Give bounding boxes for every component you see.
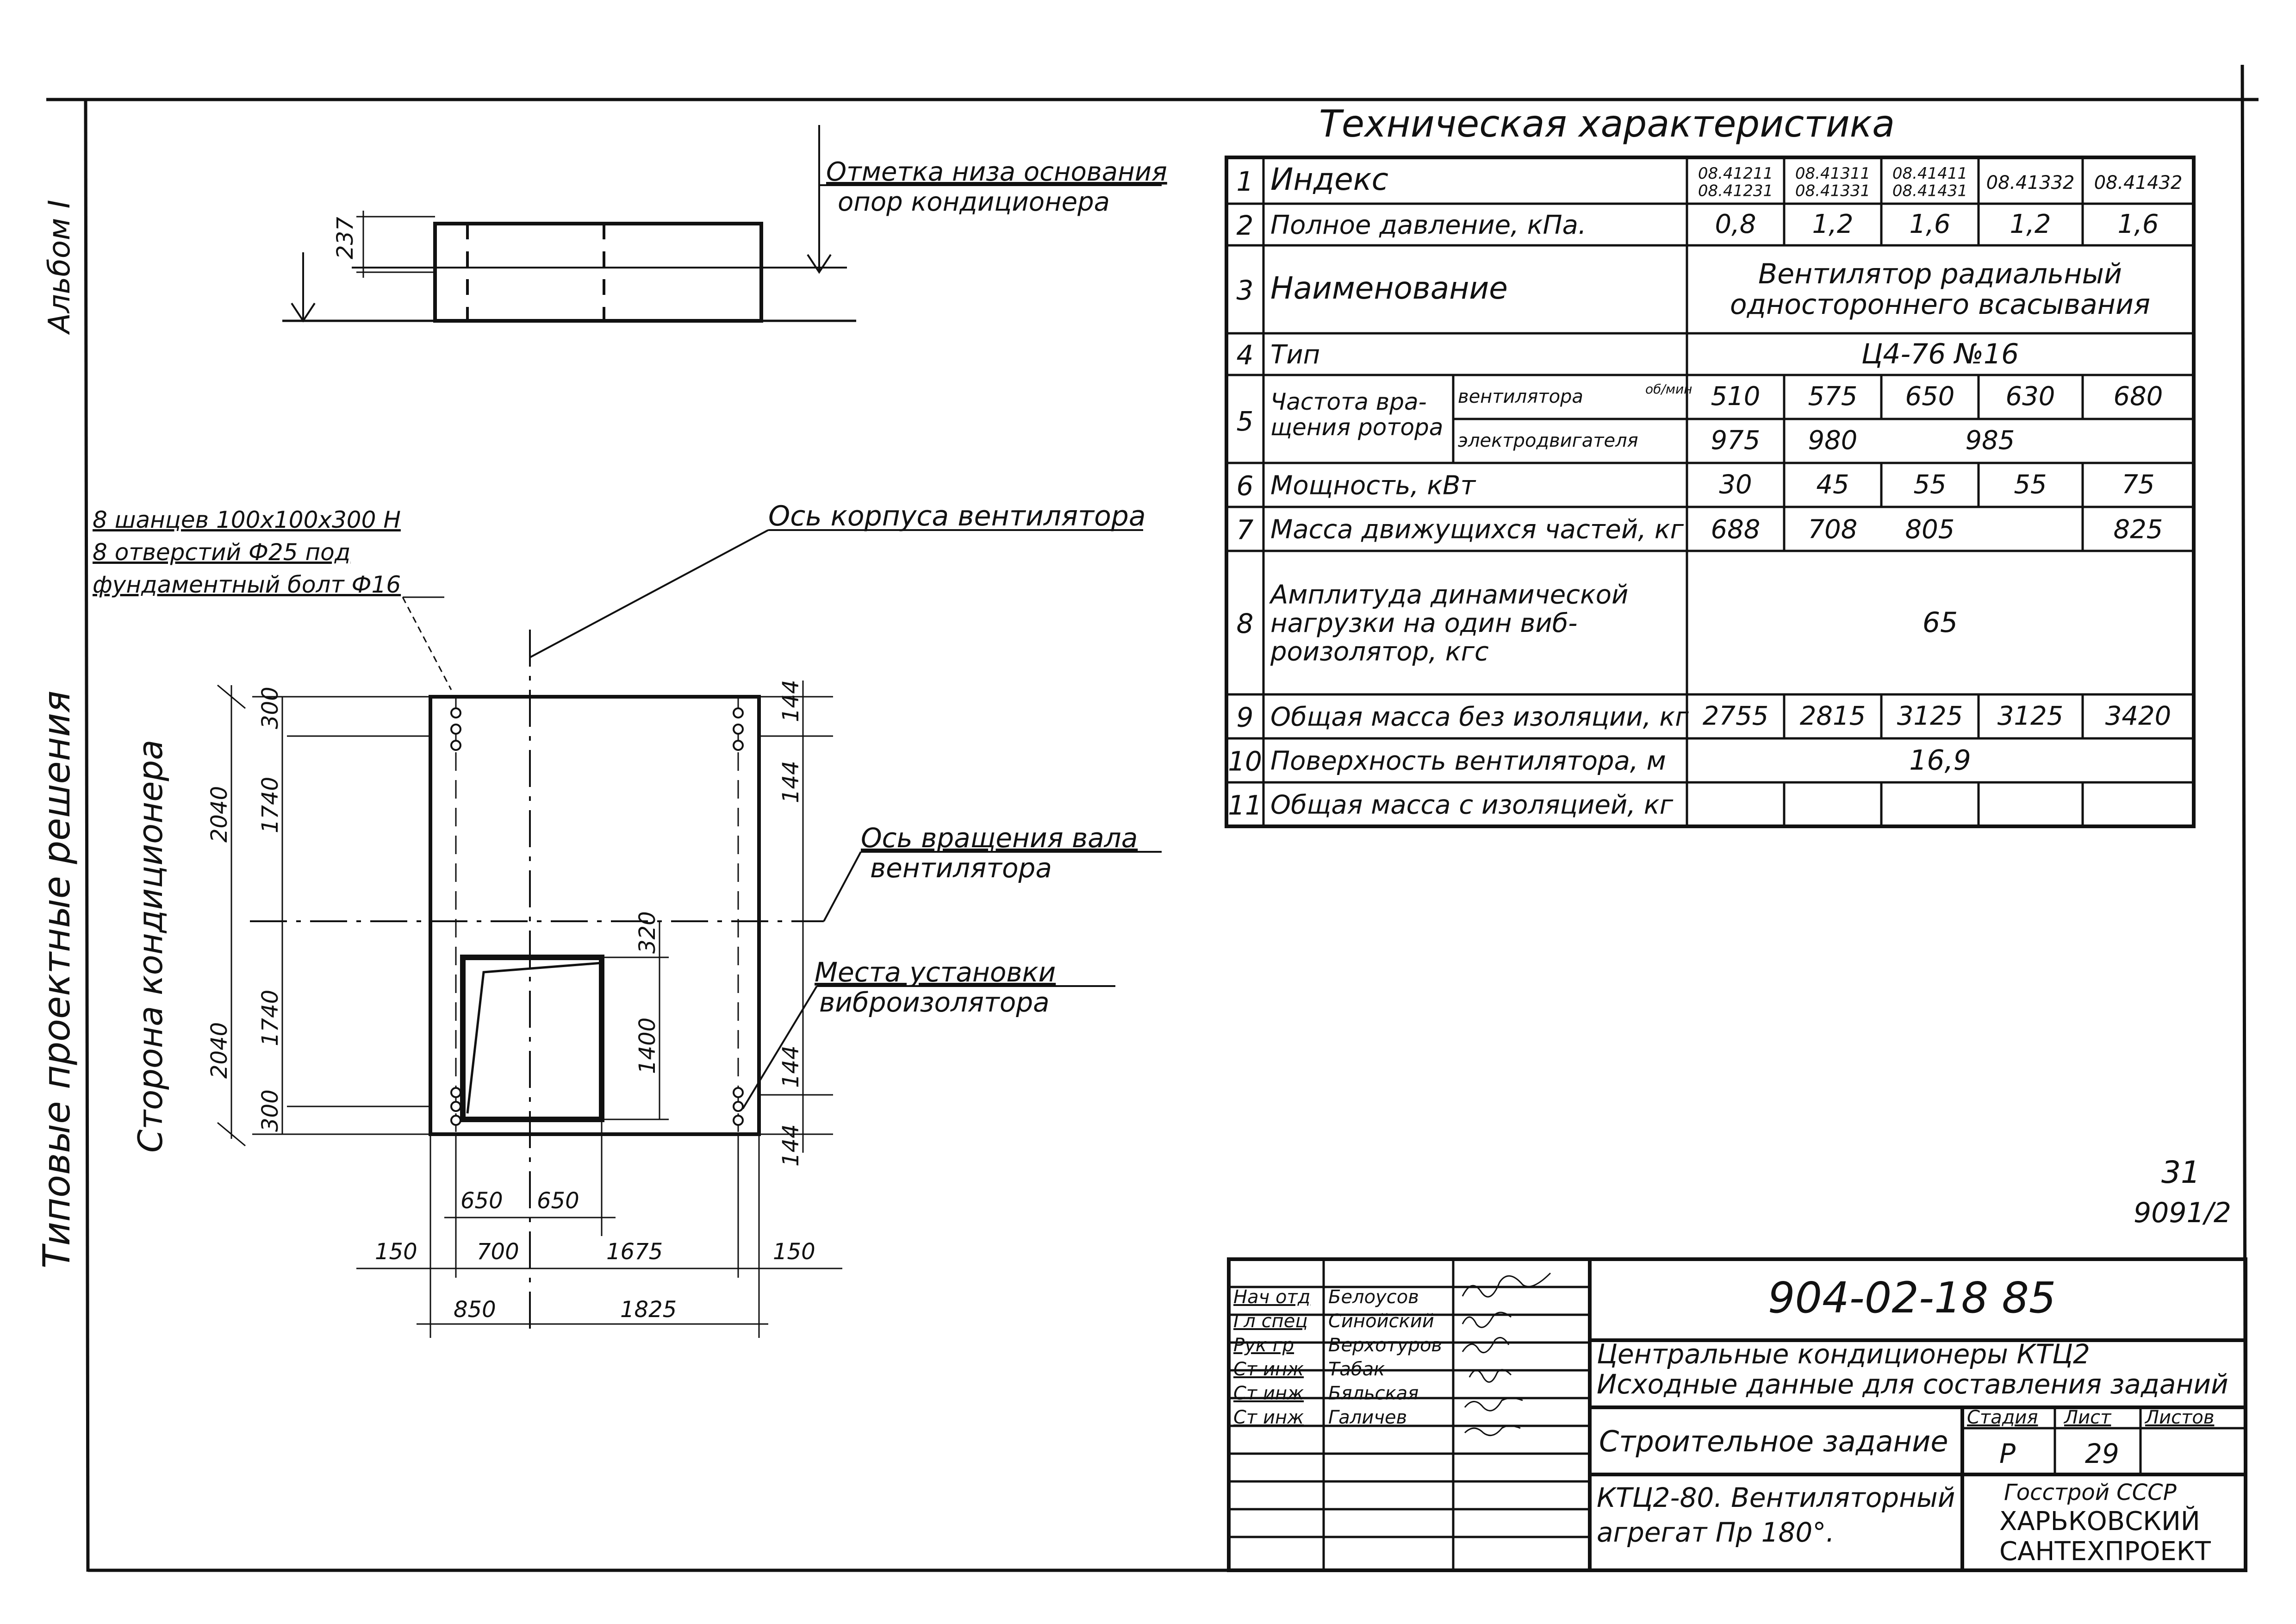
spec-value: 08.41432 (2094, 172, 2183, 194)
svg-text:300: 300 (257, 1089, 283, 1132)
svg-text:850: 850 (454, 1297, 496, 1323)
spec-merged-value: Вентилятор радиальный (1758, 258, 2122, 290)
staff-role: Рук гр (1233, 1335, 1294, 1356)
album-label: Альбом I (43, 200, 77, 333)
org-line-1: Госстрой СССР (2004, 1480, 2177, 1505)
staff-list (1233, 1287, 1442, 1428)
staff-role: Ст инж (1233, 1383, 1304, 1404)
stage-value: Р (1999, 1438, 2016, 1469)
spec-value: 3420 (2105, 701, 2172, 731)
svg-text:150: 150 (375, 1239, 417, 1265)
svg-text:144: 144 (778, 761, 804, 803)
plan-dimensions (206, 680, 815, 1323)
svg-text:1675: 1675 (606, 1239, 663, 1265)
spec-value: 2755 (1702, 701, 1769, 731)
spec-value: 2815 (1799, 701, 1866, 731)
svg-text:144: 144 (778, 680, 804, 722)
spec-row-label: Общая масса с изоляцией, кг (1270, 790, 1674, 820)
spec-sub-label: электродвигателя (1458, 430, 1638, 451)
staff-name: Галичев (1328, 1407, 1407, 1428)
spec-merged-value: Ц4-76 №16 (1861, 338, 2019, 370)
spec-value: 825 (2113, 514, 2163, 545)
svg-text:1825: 1825 (620, 1297, 677, 1323)
svg-text:300: 300 (257, 687, 283, 729)
project-line-2: Исходные данные для составления заданий (1597, 1368, 2228, 1400)
anchors-note-2: 8 отверстий Ф25 под (93, 539, 351, 566)
spec-row-number: 8 (1236, 608, 1254, 639)
spec-sub-label: вентилятора (1458, 386, 1583, 407)
spec-row-number: 9 (1236, 701, 1254, 733)
spec-value: 688 (1711, 514, 1761, 545)
spec-row-label: Частота вра- (1270, 388, 1427, 415)
col-sheets: Листов (2145, 1407, 2215, 1428)
spec-value: 1,2 (2010, 209, 2051, 239)
svg-text:2040: 2040 (206, 1022, 232, 1079)
spec-row-number: 7 (1236, 514, 1254, 546)
org-line-2: ХАРЬКОВСКИЙ (1999, 1506, 2200, 1537)
col-sheet: Лист (2064, 1407, 2111, 1428)
spec-value: 975 (1711, 425, 1761, 456)
spec-row-label: Общая масса без изоляции, кг (1270, 702, 1689, 732)
spec-row-label: Мощность, кВт (1270, 470, 1476, 501)
spec-unit: об/мин (1645, 381, 1692, 397)
svg-text:700: 700 (477, 1239, 519, 1265)
svg-text:1740: 1740 (257, 776, 283, 833)
anchors-note-3: фундаментный болт Ф16 (93, 571, 401, 598)
anchors-note-1: 8 шанцев 100х100х300 Н (93, 506, 401, 533)
signatures (1462, 1273, 1550, 1436)
spec-value: 08.41431 (1892, 181, 1968, 200)
col-stage: Стадия (1967, 1407, 2038, 1428)
spec-value: 08.41211 (1698, 164, 1773, 183)
staff-name: Верхотуров (1328, 1335, 1442, 1356)
spec-value: 630 (2005, 381, 2055, 412)
staff-name: Бяльская (1328, 1383, 1419, 1404)
svg-text:144: 144 (778, 1124, 804, 1167)
sheet-value: 29 (2085, 1438, 2119, 1469)
spec-row-number: 4 (1236, 339, 1254, 371)
spec-value: 575 (1808, 381, 1858, 412)
sheet-ref-2: 9091/2 (2134, 1197, 2232, 1229)
spec-row-number: 6 (1236, 470, 1254, 502)
spec-row-label: Масса движущихся частей, кг (1270, 514, 1684, 545)
spec-row-label: Полное давление, кПа. (1270, 210, 1587, 240)
svg-text:2040: 2040 (206, 786, 232, 843)
spec-row-label: Амплитуда динамической (1270, 580, 1629, 610)
fan-axis-label: Ось корпуса вентилятора (768, 500, 1146, 532)
drawing-title-2: агрегат Пр 180°. (1597, 1517, 1835, 1548)
spec-merged-value: одностороннего всасывания (1730, 288, 2151, 321)
spec-row-label: Индекс (1270, 162, 1388, 197)
spec-value: 708 (1808, 514, 1858, 545)
drawing-title-1: КТЦ2-80. Вентиляторный (1597, 1482, 1955, 1513)
spec-value: 0,8 (1715, 209, 1756, 239)
svg-text:150: 150 (773, 1239, 815, 1265)
spec-value: 985 (1965, 425, 2015, 456)
spec-merged-value: 65 (1922, 606, 1958, 639)
spec-row-label: щения ротора (1270, 414, 1444, 441)
spec-value: 08.41411 (1892, 164, 1968, 183)
spec-value: 1,2 (1812, 209, 1854, 239)
spec-value: 3125 (1997, 701, 2064, 731)
spec-value: 55 (2014, 469, 2047, 500)
spec-value: 08.41331 (1795, 181, 1871, 200)
spec-value: 08.41311 (1795, 164, 1871, 183)
staff-role: Ст инж (1233, 1359, 1304, 1380)
spec-row-number: 10 (1228, 745, 1262, 777)
spec-merged-value: 16,9 (1909, 744, 1971, 777)
spec-row-number: 3 (1236, 275, 1254, 306)
spec-table-cells (1228, 162, 2182, 821)
doc-title: Строительное задание (1599, 1424, 1948, 1458)
svg-text:1400: 1400 (635, 1017, 660, 1074)
spec-row-label: Наименование (1270, 270, 1508, 306)
spec-value: 30 (1719, 469, 1752, 500)
elevation-view (282, 125, 1162, 321)
spec-value: 3125 (1897, 701, 1963, 731)
staff-role: Гл спец (1233, 1311, 1308, 1332)
staff-role: Ст инж (1233, 1407, 1304, 1428)
spec-value: 510 (1711, 381, 1761, 412)
spec-row-number: 1 (1236, 166, 1254, 197)
spec-value: 45 (1816, 469, 1849, 500)
svg-text:320: 320 (635, 911, 660, 954)
staff-role: Нач отд (1233, 1287, 1311, 1308)
shaft-axis-label-2: вентилятора (870, 852, 1052, 884)
spec-row-number: 5 (1236, 406, 1254, 437)
doc-code: 904-02-18 85 (1768, 1273, 2056, 1323)
dim-237: 237 (332, 217, 358, 259)
conditioner-side-label: Сторона кондиционера (131, 739, 170, 1153)
sheet-ref-1: 31 (2161, 1155, 2200, 1190)
spec-value: 1,6 (2117, 209, 2159, 239)
staff-name: Синойский (1328, 1311, 1434, 1332)
svg-text:650: 650 (537, 1188, 579, 1214)
spec-row-number: 11 (1228, 789, 1262, 821)
spec-row-number: 2 (1236, 210, 1254, 241)
series-label: Типовые проектные решения (35, 690, 78, 1268)
org-line-3: САНТЕХПРОЕКТ (1999, 1537, 2211, 1567)
spec-value: 55 (1913, 469, 1947, 500)
plan-view (218, 530, 1162, 1338)
spec-value: 980 (1808, 425, 1858, 456)
staff-name: Белоусов (1328, 1287, 1419, 1308)
spec-value: 08.41231 (1698, 181, 1773, 200)
spec-value: 650 (1905, 381, 1955, 412)
spec-value: 1,6 (1909, 209, 1951, 239)
svg-text:650: 650 (460, 1188, 503, 1214)
staff-name: Табак (1328, 1359, 1385, 1380)
spec-value: 805 (1905, 514, 1955, 545)
spec-value: 680 (2113, 381, 2163, 412)
base-mark-note-2: опор кондиционера (838, 187, 1110, 217)
spec-row-label: нагрузки на один виб- (1270, 608, 1578, 638)
anchor-holes (451, 708, 743, 1125)
svg-text:1740: 1740 (257, 989, 283, 1046)
spec-row-label: Поверхность вентилятора, м (1270, 746, 1666, 776)
shaft-axis-label-1: Ось вращения вала (861, 822, 1138, 854)
spec-row-label: роизолятор, кгс (1270, 637, 1489, 667)
base-mark-note-1: Отметка низа основания (826, 157, 1167, 187)
isolator-label-1: Места установки (815, 956, 1056, 988)
project-line-1: Центральные кондиционеры КТЦ2 (1597, 1338, 2090, 1370)
svg-text:144: 144 (778, 1045, 804, 1088)
spec-value: 75 (2122, 469, 2155, 500)
spec-row-label: Тип (1270, 340, 1320, 370)
isolator-label-2: виброизолятора (819, 987, 1050, 1018)
spec-title: Техническая характеристика (1319, 102, 1895, 145)
spec-value: 08.41332 (1986, 172, 2075, 194)
